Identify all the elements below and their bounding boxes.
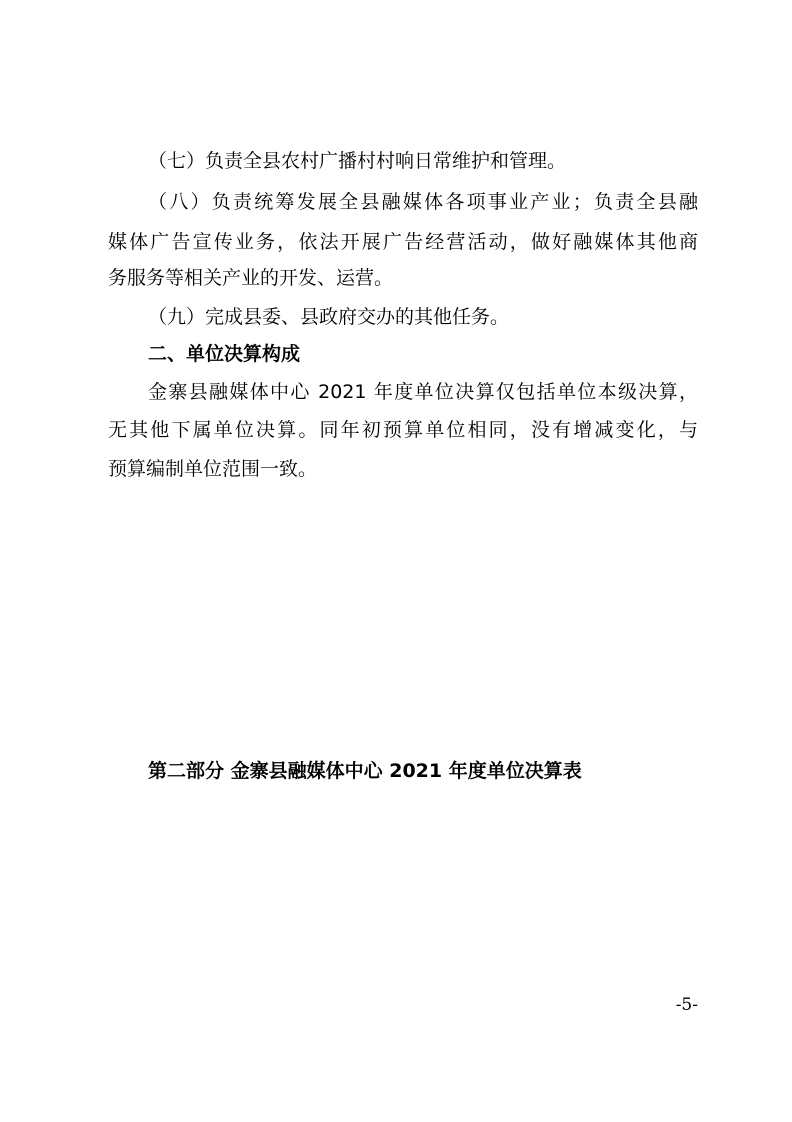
item-8-line-3: 务服务等相关产业的开发、运营。 — [108, 267, 394, 289]
item-9-text: （九）完成县委、县政府交办的其他任务。 — [148, 306, 510, 328]
item-8-line-2: 媒体广告宣传业务，依法开展广告经营活动，做好融媒体其他商 — [108, 231, 698, 253]
item-7-text: （七）负责全县农村广播村村响日常维护和管理。 — [148, 150, 567, 172]
page-number: -5- — [675, 995, 698, 1015]
heading-unit-budget-composition: 二、单位决算构成 — [148, 343, 301, 365]
paragraph-line-1: 金寨县融媒体中心 2021 年度单位决算仅包括单位本级决算， — [148, 381, 698, 403]
part-two-title: 第二部分 金寨县融媒体中心 2021 年度单位决算表 — [148, 760, 582, 782]
item-8-line-1: （八）负责统筹发展全县融媒体各项事业产业；负责全县融 — [148, 191, 698, 213]
paragraph-line-2: 无其他下属单位决算。同年初预算单位相同，没有增减变化，与 — [108, 419, 698, 441]
paragraph-line-3: 预算编制单位范围一致。 — [108, 458, 318, 480]
